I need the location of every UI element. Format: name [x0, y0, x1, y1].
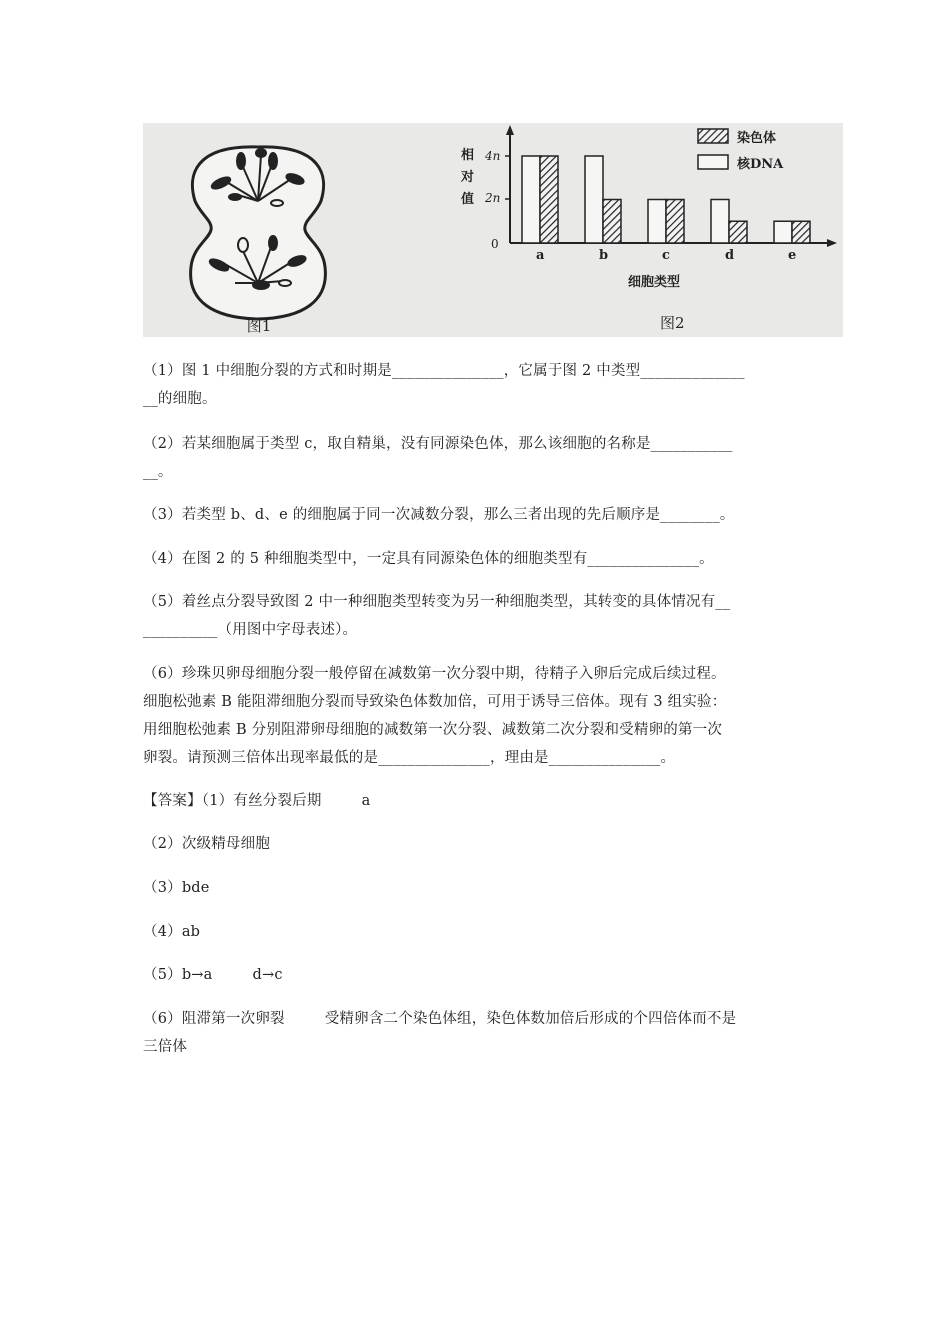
question-6-line-2: 细胞松弛素 B 能阻滞细胞分裂而导致染色体数加倍，可用于诱导三倍体。现有 3 组实验： — [143, 694, 727, 710]
question-3: （3）若类型 b、d、e 的细胞属于同一次减数分裂，那么三者出现的先后顺序是________。 — [143, 507, 735, 523]
fig2-caption: 图2 — [660, 314, 685, 332]
legend — [698, 129, 784, 172]
bar-dna-d — [711, 200, 729, 244]
x-axis-title: 细胞类型 — [628, 275, 681, 290]
legend-swatch-dna — [698, 155, 728, 169]
answer-5-part-1: （5）b→a — [143, 967, 213, 983]
y-tick-4n: 4n — [485, 149, 501, 163]
question-6-line-3: 用细胞松弛素 B 分别阻滞卵母细胞的减数第一次分裂、减数第二次分裂和受精卵的第一次 — [143, 722, 723, 738]
answer-6-line-2: 三倍体 — [143, 1039, 188, 1055]
bar-chromosome-e — [792, 221, 810, 243]
question-4: （4）在图 2 的 5 种细胞类型中，一定具有同源染色体的细胞类型有_______________。 — [143, 551, 714, 567]
x-axis-arrow — [827, 239, 837, 247]
figure-panel — [143, 123, 843, 337]
x-tick-e: e — [788, 248, 797, 263]
answer-1 — [143, 787, 813, 815]
bar-dna-b — [585, 156, 603, 243]
answer-1-label: 【答案】（1）有丝分裂后期 — [143, 793, 322, 809]
question-1-line-2: __的细胞。 — [143, 391, 217, 407]
bar-chromosome-d — [729, 221, 747, 243]
cell-division-diagram — [191, 147, 326, 335]
question-6-line-1: （6）珍珠贝卵母细胞分裂一般停留在减数第一次分裂中期，待精子入卵后完成后续过程。 — [143, 666, 726, 682]
answer-2: （2）次级精母细胞 — [143, 836, 271, 852]
bar-dna-c — [648, 200, 666, 244]
bar-chromosome-a — [540, 156, 558, 243]
bar-chromosome-c — [666, 200, 684, 244]
answer-6-part-1: （6）阻滞第一次卵裂 — [143, 1011, 285, 1027]
legend-label-dna: 核DNA — [737, 157, 784, 172]
answer-5 — [143, 961, 813, 989]
x-tick-c: c — [662, 248, 670, 263]
y-axis-arrow — [506, 125, 514, 135]
answer-4: （4）ab — [143, 924, 201, 940]
legend-swatch-chromosome — [698, 129, 728, 143]
x-tick-b: b — [599, 248, 609, 263]
x-tick-labels — [536, 248, 796, 263]
question-2-line-2: __。 — [143, 464, 173, 480]
y-axis-label-3: 值 — [461, 192, 475, 207]
y-tick-0: 0 — [491, 237, 499, 251]
bar-dna-a — [522, 156, 540, 243]
question-1-line-1: （1）图 1 中细胞分裂的方式和时期是_______________，它属于图 2 中类型______________ — [143, 363, 745, 379]
answer-3: （3）bde — [143, 880, 210, 896]
legend-label-chromosome: 染色体 — [737, 131, 777, 146]
answer-6-line-1 — [143, 1005, 813, 1033]
figure-svg — [143, 123, 843, 337]
y-tick-2n: 2n — [485, 191, 501, 205]
bar-chromosome-b — [603, 200, 621, 244]
bar-dna-e — [774, 221, 792, 243]
x-tick-d: d — [725, 248, 735, 263]
answer-5-part-2: d→c — [252, 967, 283, 983]
x-tick-a: a — [536, 248, 545, 263]
fig1-caption: 图1 — [246, 317, 272, 335]
question-2-line-1: （2）若某细胞属于类型 c，取自精巢，没有同源染色体，那么该细胞的名称是___________ — [143, 436, 733, 452]
question-5-line-2: __________（用图中字母表述）。 — [143, 622, 358, 638]
question-5-line-1: （5）着丝点分裂导致图 2 中一种细胞类型转变为另一种细胞类型，其转变的具体情况有__ — [143, 594, 731, 610]
answer-1-value: a — [361, 793, 371, 809]
y-axis-label-1: 相 — [461, 148, 475, 163]
bar-chart — [460, 125, 837, 332]
answer-6-part-2: 受精卵含二个染色体组，染色体数加倍后形成的个四倍体而不是 — [324, 1011, 737, 1027]
y-axis-label-2: 对 — [461, 170, 475, 185]
question-6-line-4: 卵裂。请预测三倍体出现率最低的是_______________，理由是_______________。 — [143, 750, 676, 766]
